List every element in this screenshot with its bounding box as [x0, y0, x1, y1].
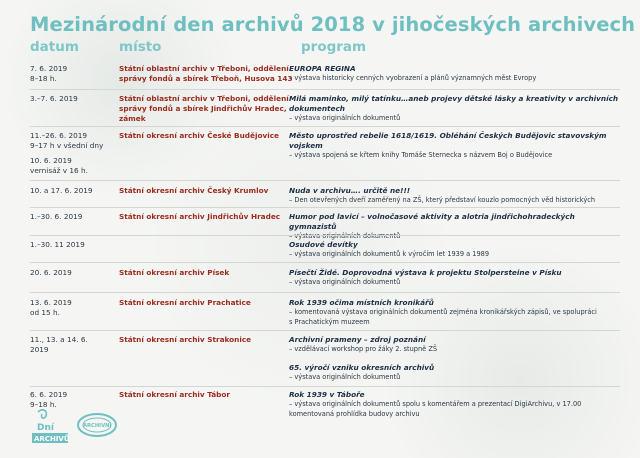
logo-left-text: ARCHIVŮ: [34, 435, 70, 443]
event-program-title: Nuda v archivu…. určitě ne!!!: [289, 186, 411, 195]
event-date-line: od 15 h.: [30, 308, 60, 317]
event-program-description: – výstava originálních dokumentů: [289, 373, 401, 381]
event-place: [119, 94, 299, 124]
event-program: [289, 64, 619, 84]
event-program-description: s Prachatickým muzeem: [289, 317, 370, 326]
event-place: [119, 186, 299, 196]
event-program-description: – výstava originálních dokumentů: [289, 114, 401, 122]
event-program-title: 65. výročí vzniku okresních archivů: [289, 363, 435, 372]
event-program-title: Rok 1939 očima místních kronikářů: [289, 298, 434, 307]
event-date-line: 11.–26. 6. 2019: [30, 131, 88, 140]
archive-seal-logo-icon: [76, 412, 118, 438]
event-program: [289, 94, 619, 124]
event-date: [30, 64, 118, 84]
event-program-title: Osudové devítky: [289, 240, 358, 249]
event-date: [30, 94, 118, 104]
row-separator: [30, 126, 620, 127]
svg-text:Dní: Dní: [37, 423, 54, 433]
event-program-title: Milá maminko, milý tatínku…aneb projevy dětské lásky a kreativity v archivních: [289, 94, 619, 103]
event-date: [30, 131, 118, 176]
logo-right-text: ARCHIVNÍ: [83, 423, 112, 429]
row-separator: [30, 292, 620, 293]
row-separator: [30, 262, 620, 263]
event-date-line: 9–17 h v všední dny: [30, 141, 104, 150]
column-header-program: program: [301, 39, 367, 55]
page-title: Mezinárodní den archivů 2018 v jihočeských archivech: [30, 13, 636, 36]
event-program-description: – komentovaná výstava originálních dokumentů zejména kronikářských zápisů, ve spolupráci: [289, 308, 597, 316]
event-place: [119, 64, 299, 84]
event-place: [119, 131, 299, 141]
event-program-title: EUROPA REGINA: [289, 64, 356, 73]
event-date-line: 13. 6. 2019: [30, 298, 72, 307]
event-place-line: Státní okresní archiv Český Krumlov: [119, 186, 269, 195]
event-program-title: Písečtí Židé. Doprovodná výstava k projektu Stolpersteine v Písku: [289, 268, 562, 277]
event-program-title: vojskem: [289, 141, 323, 150]
event-program: [289, 131, 619, 161]
column-header-date: datum: [30, 39, 79, 55]
row-separator: [30, 330, 620, 331]
column-header-place: místo: [119, 39, 162, 55]
event-program-description: – výstava originálních dokumentů k výročím let 1939 a 1989: [289, 250, 490, 258]
event-place-line: Státní okresní archiv České Budějovice: [119, 131, 279, 140]
event-place: [119, 268, 299, 278]
event-date: [30, 335, 118, 355]
event-program-description: – Den otevřených dveří zaměřený na ZŠ, který představí kouzlo pomocných věd historických: [289, 196, 596, 204]
event-place: [119, 298, 299, 308]
event-date-line: 11., 13. a 14. 6.: [30, 335, 88, 344]
event-place-line: Státní okresní archiv Písek: [119, 268, 230, 277]
archive-day-logo-icon: [30, 406, 70, 446]
row-separator: [30, 207, 620, 208]
row-separator: [30, 386, 620, 387]
event-program: [289, 335, 619, 355]
event-place: [119, 212, 299, 222]
event-program-description: – výstava originálních dokumentů: [289, 232, 401, 240]
event-program-title: Město uprostřed rebelie 1618/1619. Obléhání Českých Budějovic stavovským: [289, 131, 607, 140]
event-program-title: Archivní prameny – zdroj poznání: [289, 335, 426, 344]
event-program-title: dokumentech: [289, 104, 345, 113]
event-date-line: 3.–7. 6. 2019: [30, 94, 78, 103]
event-date-line: 1.–30. 11 2019: [30, 240, 85, 249]
event-date-line: vernisáž v 16 h.: [30, 166, 88, 175]
event-program: [289, 268, 619, 288]
row-separator: [30, 180, 620, 181]
row-separator: [30, 235, 620, 236]
event-date-line: 6. 6. 2019: [30, 390, 68, 399]
row-separator: [30, 89, 620, 90]
event-date-line: 10. a 17. 6. 2019: [30, 186, 93, 195]
event-program: [289, 212, 619, 242]
event-place-line: Státní okresní archiv Prachatice: [119, 298, 251, 307]
event-place: [119, 335, 299, 345]
event-date-line: 7. 6. 2019: [30, 64, 68, 73]
event-program-description: – výstava originálních dokumentů spolu s komentářem a prezentací DigiArchivu, v 17.00: [289, 400, 582, 408]
event-program-title: Rok 1939 v Táboře: [289, 390, 365, 399]
event-place-line: správy fondů a sbírek Třeboň, Husova 143: [119, 74, 293, 83]
event-program: [289, 298, 619, 327]
event-date: [30, 186, 118, 196]
event-program: [289, 186, 619, 206]
event-date-line: 2019: [30, 345, 49, 354]
event-date-line: 8–18 h.: [30, 74, 57, 83]
event-date-line: 9–18 h.: [30, 400, 57, 409]
event-date: [30, 268, 118, 278]
event-program: [289, 363, 619, 383]
event-date-line: 20. 6. 2019: [30, 268, 72, 277]
event-place-line: Státní okresní archiv Tábor: [119, 390, 231, 399]
event-date-line: 1.–30. 6. 2019: [30, 212, 83, 221]
event-place-line: Státní oblastní archiv v Třeboni, oddělení: [119, 64, 289, 73]
event-place-line: Státní okresní archiv Strakonice: [119, 335, 252, 344]
event-place-line: Státní oblastní archiv v Třeboni, oddělení: [119, 94, 289, 103]
event-date: [30, 298, 118, 318]
event-program: [289, 390, 619, 419]
event-date-line: 10. 6. 2019: [30, 156, 72, 165]
event-program-description: – výstava originálních dokumentů: [289, 278, 401, 286]
event-place-line: správy fondů a sbírek Jindřichův Hradec,: [119, 104, 287, 113]
event-date: [30, 212, 118, 222]
event-date: [30, 240, 118, 250]
event-place-line: zámek: [119, 114, 146, 123]
event-program: [289, 240, 619, 260]
event-program-description: – vzdělávací workshop pro žáky 2. stupně ZŠ: [289, 345, 438, 353]
event-program-description: komentovaná prohlídka budovy archivu: [289, 409, 420, 418]
event-place-line: Státní okresní archiv Jindřichův Hradec: [119, 212, 281, 221]
event-program-description: – výstava historicky cenných vyobrazení a plánů významných měst Evropy: [289, 74, 537, 82]
event-program-description: – výstava spojená se křtem knihy Tomáše Sterneckа s názvem Boj o Budějovice: [289, 151, 553, 159]
event-place: [119, 390, 299, 400]
event-program-title: Humor pod lavicí – volnočasové aktivity a alotria jindřichohradeckých gymnazistů: [289, 212, 575, 231]
